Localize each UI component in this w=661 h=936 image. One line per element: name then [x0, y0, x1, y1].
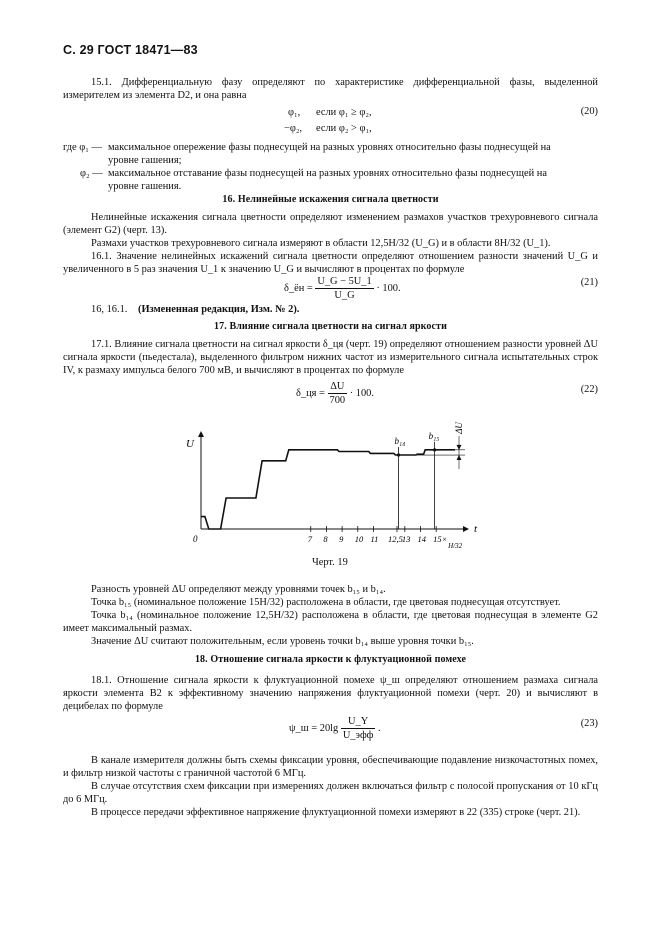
paragraph-16-b: Размахи участков трехуровневого сигнала измеряют в области 12,5H/32 (U_G) и в области 8H/32 (U_1).: [91, 238, 551, 249]
paragraph-after-3: Точка b₁₄ (номинальное положение 12,5H/32) расположена в области, где цветовая поднесущая в элементе G2 имеет максимальный размах.: [63, 610, 598, 635]
eq21-denominator: U_G: [334, 290, 355, 302]
eq20-line2-value: −φ₂,: [284, 123, 303, 134]
amendment-ref: 16, 16.1.: [91, 304, 128, 315]
x-tick-label: 10: [354, 534, 364, 544]
x-axis-label: t: [474, 523, 478, 535]
paragraph-16: Нелинейные искажения сигнала цветности определяют изменением размахов участков трехуровневого сигнала (элемент G2) (черт. 13).: [63, 212, 598, 237]
eq22-number: (22): [580, 384, 598, 395]
eq22-numerator: ΔU: [328, 380, 348, 394]
amendment-text: (Измененная редакция, Изм. № 2).: [138, 304, 300, 315]
delta-u-label: ΔU: [454, 422, 464, 434]
phi1-def-end: уровне гашения;: [108, 155, 182, 166]
paragraph-18-a: В канале измерителя должны быть схемы фиксации уровня, обеспечивающие подавление низкочастотных помех, и фильтр низкой частоты с граничной частотой 6 МГц.: [63, 755, 598, 780]
x-tick-label: 9: [339, 534, 344, 544]
phi2-def: максимальное отставание фазы поднесущей на разных уровнях относительно фазы поднесущей на: [108, 168, 547, 179]
paragraph-18-1: 18.1. Отношение сигнала яркости к флуктуационной помехе ψ_ш определяют отношением размаха сигнала яркости элемента B2 к эффективному значению напряжения флуктуационной помехи (черт. 20) и вычисляют в децибелах по формуле: [63, 675, 598, 713]
paragraph-after-2: Точка b₁₅ (номинальное положение 15H/32) расположена в области, где цветовая поднесущая отсутствует.: [91, 597, 561, 608]
paragraph-after-4: Значение ΔU считают положительным, если уровень точки b₁₄ выше уровня точки b₁₅.: [91, 636, 474, 647]
x-tick-label: 15×: [433, 534, 448, 544]
eq20-line1-cond: если φ₁ ≥ φ₂,: [316, 107, 372, 118]
eq21-lhs: δ_ён =: [284, 283, 313, 295]
x-tick-label: 7: [307, 534, 313, 544]
phi2-def-end: уровне гашения.: [108, 181, 182, 192]
x-tick-unit: H/32: [448, 542, 463, 550]
origin-label: 0: [193, 534, 198, 544]
eq22-denominator: 700: [329, 395, 346, 407]
x-ticks: [308, 526, 463, 550]
eq23-lhs: ψ_ш = 20lg: [289, 723, 339, 735]
eq22-fraction: [328, 380, 348, 407]
b15-label: b₁₅: [428, 430, 440, 441]
eq20-line2-cond: если φ₂ > φ₁,: [316, 123, 372, 134]
eq23-fraction: [341, 715, 376, 742]
x-tick-label: 12,5: [387, 534, 403, 544]
eq23-numerator: U_Y: [341, 715, 376, 729]
paragraph-17-1: 17.1. Влияние сигнала цветности на сигнал яркости δ_ця (черт. 19) определяют отношением разности уровней ΔU сигнала яркости (пьедестала), выделенного фильтром нижних частот из измерительного сигнала испытательных строк IV, к размаху импульса белого 700 мВ, и вычисляют в процентах по формуле: [63, 339, 598, 377]
b14-label: b₁₄: [394, 436, 406, 447]
eq21-number: (21): [580, 277, 598, 288]
heading-17: 17. Влияние сигнала цветности на сигнал яркости: [214, 321, 447, 332]
eq23-denominator: U_эфф: [342, 730, 374, 742]
page-header: С. 29 ГОСТ 18471—83: [63, 43, 198, 57]
eq20-number: (20): [580, 106, 598, 117]
phi1-def: максимальное опережение фазы поднесущей на разных уровнях относительно фазы поднесущей на: [108, 142, 551, 153]
y-axis-label: U: [186, 438, 194, 450]
x-tick-label: 14: [417, 534, 427, 544]
eq22-lhs: δ_ця =: [296, 388, 325, 400]
signal-waveform: [201, 450, 455, 529]
x-tick-label: 8: [323, 534, 328, 544]
where-label: где φ₁ —: [63, 142, 102, 153]
eq21: [284, 275, 401, 302]
heading-18: 18. Отношение сигнала яркости к флуктуационной помехе: [194, 654, 467, 665]
paragraph-16-1: 16.1. Значение нелинейных искажений сигнала цветности определяют отношением разности значений U_G и увеличенного в 5 раз значения U_1 к значению U_G и вычисляют в процентах по формуле: [63, 251, 598, 276]
heading-16: 16. Нелинейные искажения сигнала цветности: [222, 194, 439, 205]
eq23: [289, 715, 381, 742]
phi2-label: φ₂ —: [80, 168, 103, 179]
eq20-line1-value: φ₁,: [288, 107, 301, 118]
eq21-rhs: · 100.: [376, 283, 401, 295]
paragraph-18-b: В случае отсутствия схем фиксации при измерениях должен включаться фильтр с полосой пропускания от 10 кГц до 6 МГц.: [63, 781, 598, 806]
x-tick-label: 13: [401, 534, 411, 544]
figure-caption: Черт. 19: [312, 557, 348, 568]
paragraph-15-1: 15.1. Дифференциальную фазу определяют по характеристике дифференциальной фазы, выделенной измерителем из элемента D2, и она равна: [63, 77, 598, 102]
eq23-number: (23): [580, 718, 598, 729]
paragraph-18-c: В процессе передачи эффективное напряжение флуктуационной помехи измеряют в 22 (335) строке (черт. 21).: [91, 807, 581, 818]
x-tick-label: 11: [370, 534, 379, 544]
eq22: [296, 380, 374, 407]
eq21-fraction: [315, 275, 373, 302]
eq21-numerator: U_G − 5U_1: [315, 275, 373, 289]
eq22-rhs: · 100.: [349, 388, 374, 400]
figure-19: [0, 414, 661, 550]
paragraph-after-1: Разность уровней ΔU определяют между уровнями точек b₁₅ и b₁₄.: [91, 584, 386, 595]
eq23-rhs: .: [377, 723, 381, 735]
